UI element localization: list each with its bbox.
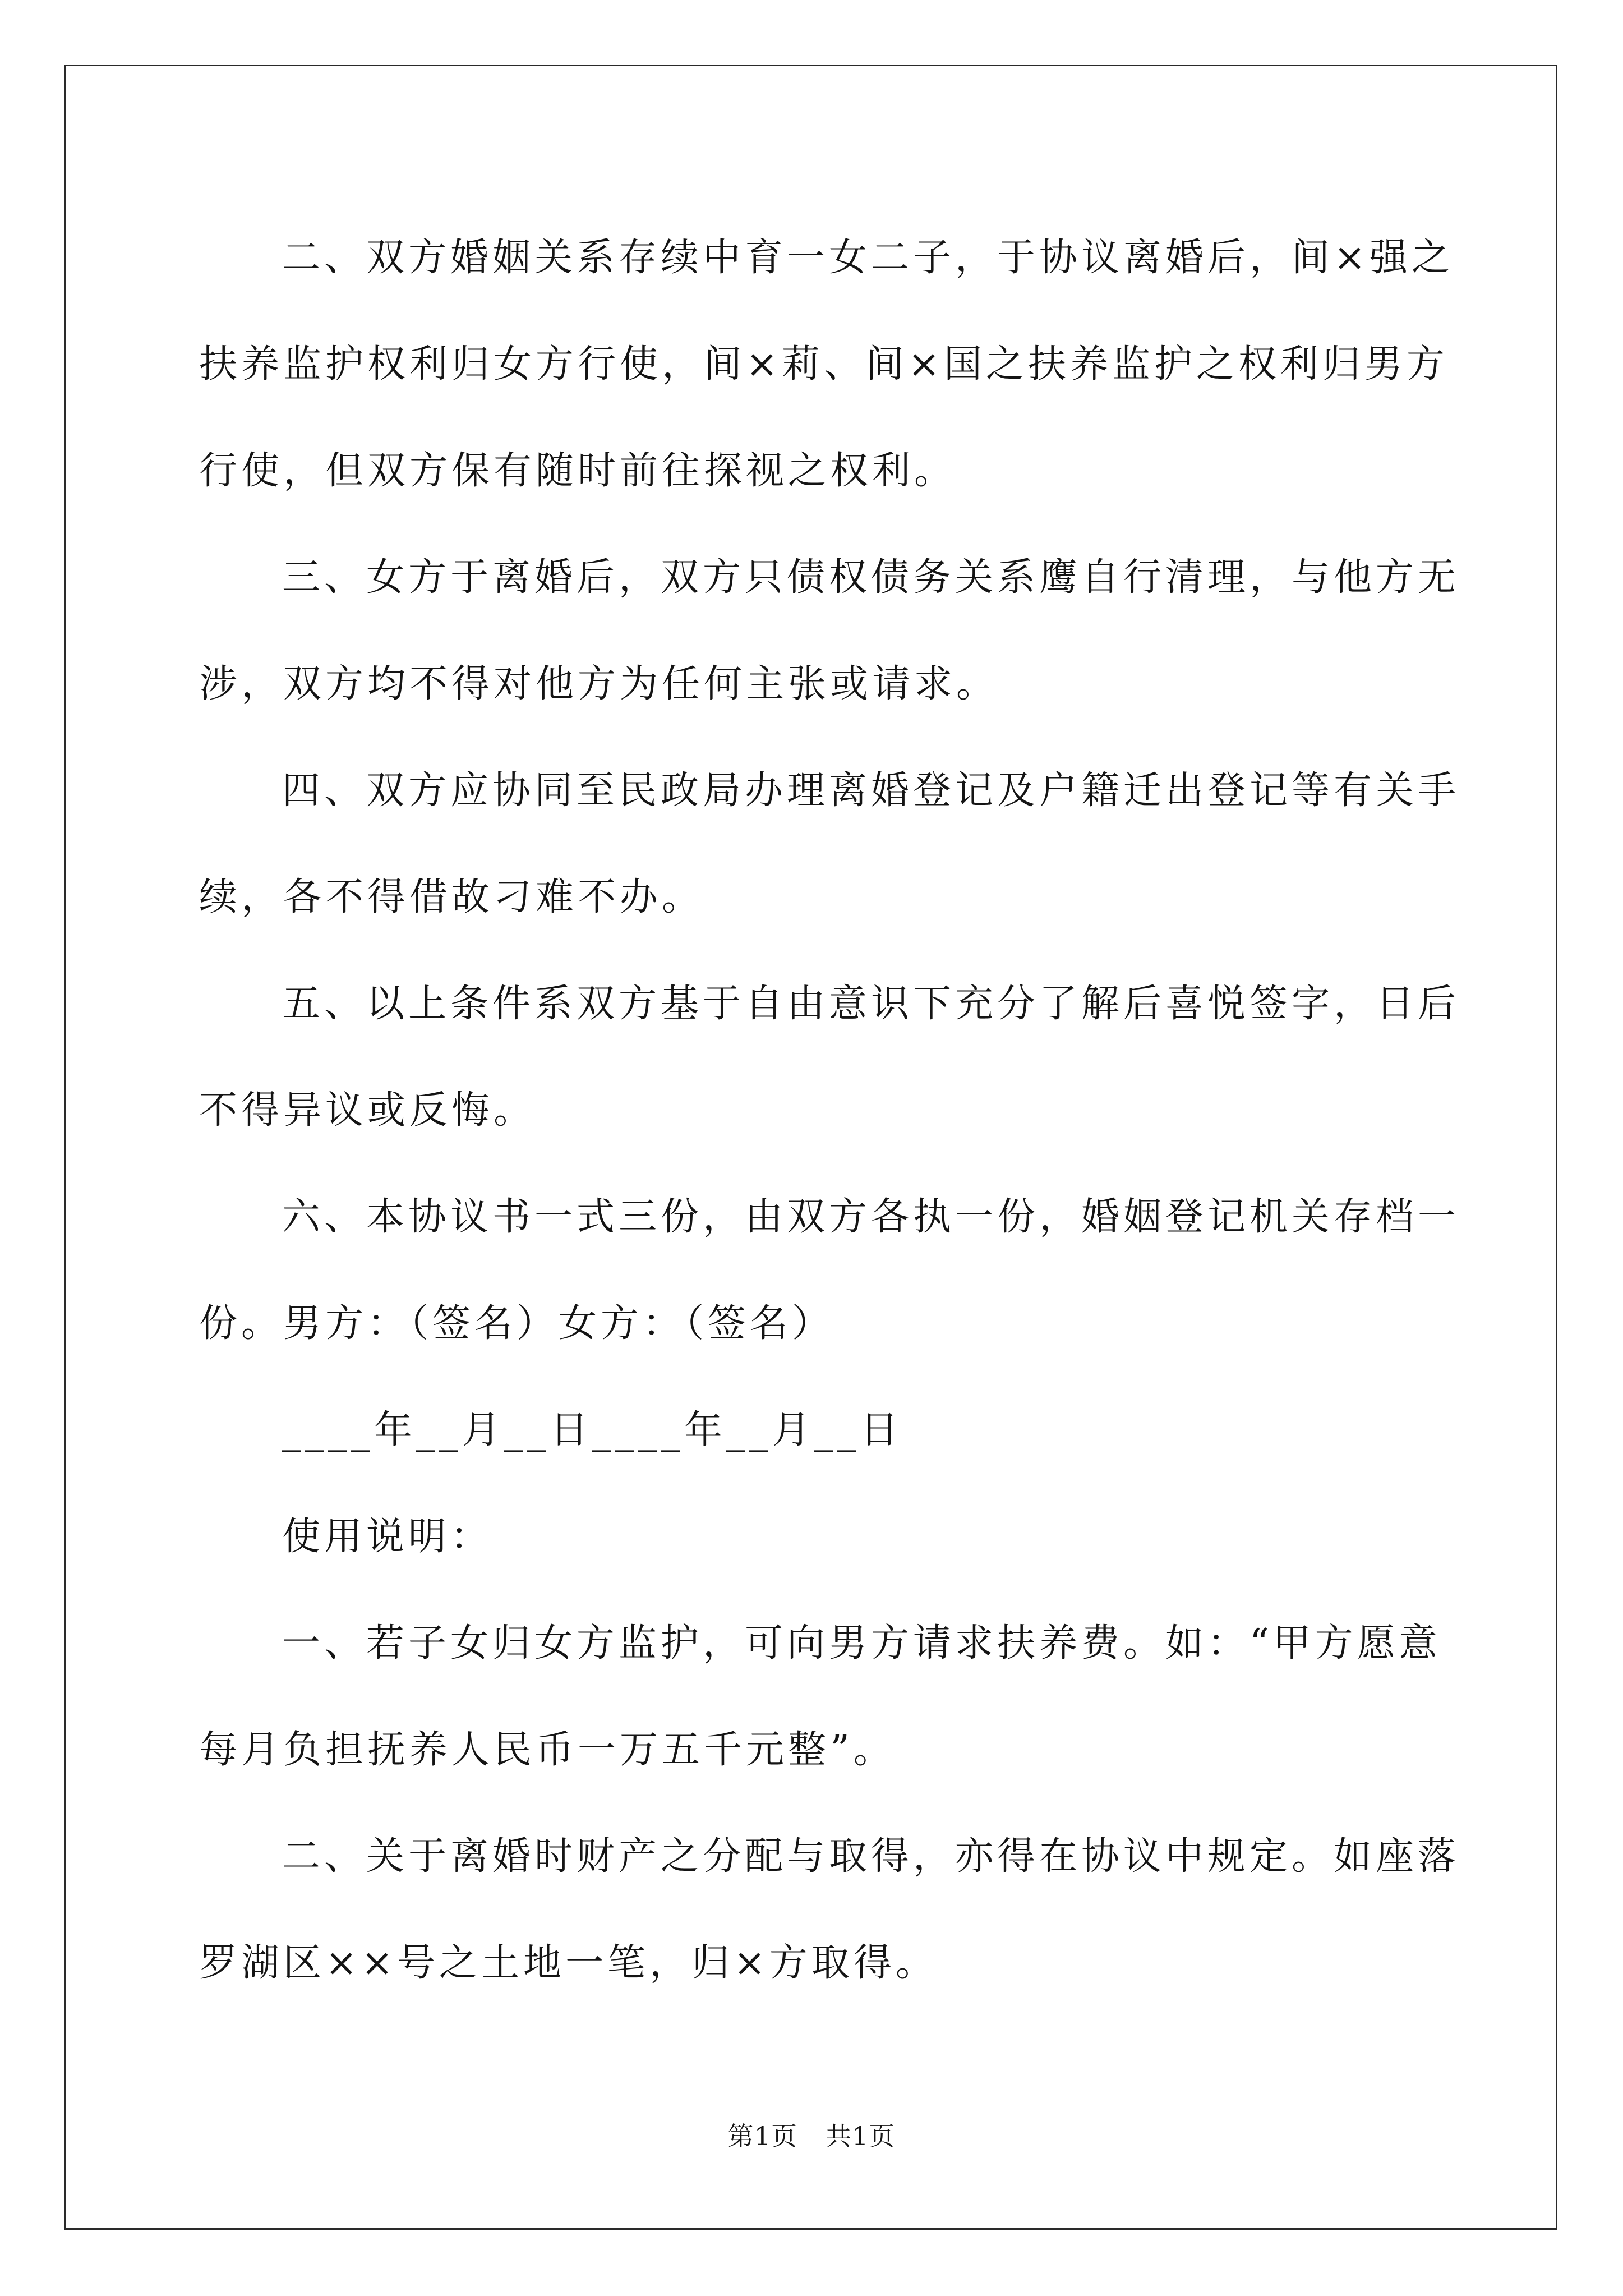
text-line: 行使，但双方保有随时前往探视之权利。 [199, 449, 957, 493]
text-line: 不得异议或反悔。 [199, 1088, 536, 1133]
text-line: 六、本协议书一式三份，由双方各执一份，婚姻登记机关存档一 [282, 1195, 1460, 1239]
usage-note-2-paragraph [199, 1803, 1460, 2017]
page-footer [0, 2119, 1623, 2153]
text-line: 扶养监护权利归女方行使，间×莉、间×国之扶养监护之权利归男方 [199, 342, 1449, 386]
usage-instructions-heading [199, 1484, 1427, 1590]
text-line: 二、关于离婚时财产之分配与取得，亦得在协议中规定。如座落 [282, 1834, 1460, 1879]
page-total: 共1页 [826, 2121, 896, 2151]
clause-5-paragraph [199, 951, 1460, 1164]
signature-date-line [199, 1377, 1427, 1484]
clause-3-paragraph [199, 524, 1460, 738]
clause-4-paragraph [199, 738, 1460, 951]
text-line: 一、若子女归女方监护，可向男方请求扶养费。如：“甲方愿意 [282, 1621, 1441, 1665]
page-number: 第1页 [727, 2121, 797, 2151]
text-line: 每月负担抚养人民币一万五千元整”。 [199, 1728, 896, 1772]
text-line: 四、双方应协同至民政局办理离婚登记及户籍迁出登记等有关手 [282, 769, 1460, 813]
clause-6-paragraph [199, 1164, 1460, 1377]
text-line: 份。男方：（签名）女方：（签名） [199, 1301, 834, 1346]
text-line: 涉，双方均不得对他方为任何主张或请求。 [199, 662, 999, 706]
date-blanks: ____年__月__日____年__月__日 [282, 1408, 903, 1452]
usage-note-1-paragraph [199, 1590, 1441, 1803]
clause-2-paragraph [199, 205, 1454, 524]
text-line: 罗湖区××号之土地一笔，归×方取得。 [199, 1941, 938, 1985]
text-line: 二、双方婚姻关系存续中育一女二子，于协议离婚后，间×强之 [282, 236, 1454, 280]
document-body [199, 205, 1460, 2017]
text-line: 续，各不得借故刁难不办。 [199, 875, 704, 919]
section-heading: 使用说明： [282, 1515, 493, 1559]
text-line: 三、女方于离婚后，双方只债权债务关系鹰自行清理，与他方无 [282, 555, 1460, 600]
text-line: 五、以上条件系双方基于自由意识下充分了解后喜悦签字，日后 [282, 982, 1460, 1026]
